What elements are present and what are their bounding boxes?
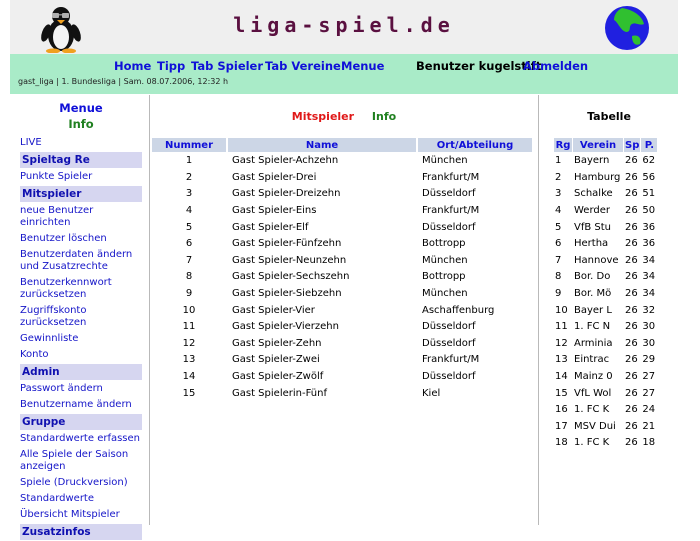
table-row bbox=[152, 336, 532, 352]
players-table bbox=[150, 137, 534, 402]
games: 26 bbox=[625, 304, 638, 316]
table-row bbox=[554, 219, 657, 235]
sidebar-section[interactable]: Admin bbox=[20, 364, 142, 380]
points: 34 bbox=[642, 254, 656, 266]
sidebar-link[interactable]: Alle Spiele der Saison anzeigen bbox=[20, 449, 129, 472]
player-number: 14 bbox=[182, 371, 196, 383]
player-location: Düsseldorf bbox=[422, 371, 476, 383]
sidebar-section[interactable]: Gruppe bbox=[20, 414, 142, 430]
club: Mainz 0 bbox=[574, 371, 613, 383]
points: 21 bbox=[642, 420, 656, 432]
nav-tab-spieler[interactable]: Tab Spieler bbox=[191, 59, 264, 73]
column-header-sp: Sp bbox=[625, 139, 640, 151]
games: 26 bbox=[625, 420, 638, 432]
games: 26 bbox=[625, 371, 638, 383]
player-location: Frankfurt/M bbox=[422, 354, 480, 366]
column-header-ort: Ort/Abteilung bbox=[418, 138, 532, 152]
table-row bbox=[554, 419, 657, 435]
table-row bbox=[152, 319, 532, 335]
games: 26 bbox=[625, 188, 638, 200]
club: Hamburg bbox=[574, 171, 621, 183]
player-location: München bbox=[422, 254, 468, 266]
games: 26 bbox=[625, 205, 638, 217]
sidebar-link[interactable]: Standardwerte erfassen bbox=[20, 433, 141, 444]
table-row bbox=[152, 286, 532, 302]
rank: 8 bbox=[555, 271, 562, 283]
games: 26 bbox=[625, 254, 638, 266]
player-name: Gast Spieler-Achzehn bbox=[232, 155, 339, 167]
rank: 10 bbox=[555, 304, 568, 316]
table-row bbox=[554, 385, 657, 401]
table-row bbox=[554, 170, 657, 186]
player-location: Düsseldorf bbox=[422, 188, 476, 200]
rank: 3 bbox=[555, 188, 562, 200]
column-header-punkte: P. bbox=[641, 138, 657, 152]
tab-mitspieler[interactable]: Mitspieler bbox=[291, 110, 355, 123]
games: 26 bbox=[625, 288, 638, 300]
games: 26 bbox=[625, 337, 638, 349]
table-row bbox=[152, 385, 532, 401]
player-name: Gast Spieler-Elf bbox=[232, 221, 309, 233]
logout-link[interactable]: Abmelden bbox=[523, 59, 589, 73]
player-location: Kiel bbox=[422, 387, 441, 399]
player-name: Gast Spieler-Dreizehn bbox=[232, 188, 341, 200]
club: Bayer L bbox=[574, 304, 612, 316]
table-row bbox=[554, 435, 657, 451]
points: 18 bbox=[642, 437, 656, 449]
globe-icon bbox=[602, 4, 652, 52]
sidebar-link[interactable]: Spiele (Druckversion) bbox=[20, 477, 128, 488]
points: 27 bbox=[642, 371, 656, 383]
player-number: 1 bbox=[185, 155, 193, 167]
player-name: Gast Spieler-Vier bbox=[232, 304, 315, 316]
sidebar-menu-title[interactable]: Menue bbox=[59, 101, 103, 115]
points: 30 bbox=[642, 337, 656, 349]
sidebar-link[interactable]: Passwort ändern bbox=[20, 383, 103, 394]
table-row bbox=[152, 170, 532, 186]
club: MSV Dui bbox=[574, 420, 616, 432]
player-name: Gast Spieler-Vierzehn bbox=[232, 321, 339, 333]
player-location: Düsseldorf bbox=[422, 337, 476, 349]
points: 32 bbox=[642, 304, 656, 316]
player-number: 9 bbox=[185, 288, 193, 300]
player-number: 10 bbox=[182, 304, 196, 316]
sidebar-link[interactable]: LIVE bbox=[20, 137, 42, 148]
table-row bbox=[152, 352, 532, 368]
club: VfL Wol bbox=[574, 387, 612, 399]
rank: 15 bbox=[555, 387, 568, 399]
nav-bar bbox=[10, 54, 678, 94]
rank: 17 bbox=[555, 420, 568, 432]
nav-home[interactable]: Home bbox=[114, 59, 152, 73]
games: 26 bbox=[625, 354, 638, 366]
table-row bbox=[554, 336, 657, 352]
rank: 14 bbox=[555, 371, 568, 383]
player-location: München bbox=[422, 288, 468, 300]
points: 34 bbox=[642, 271, 656, 283]
table-row bbox=[554, 319, 657, 335]
player-name: Gast Spieler-Eins bbox=[232, 205, 317, 217]
games: 26 bbox=[625, 238, 638, 250]
sidebar-link[interactable]: Standardwerte bbox=[20, 493, 95, 504]
player-number: 2 bbox=[185, 171, 193, 183]
player-name: Gast Spieler-Siebzehn bbox=[232, 288, 342, 300]
club: Bor. Do bbox=[574, 271, 611, 283]
points: 34 bbox=[642, 288, 656, 300]
rank: 4 bbox=[555, 205, 562, 217]
table-row bbox=[152, 236, 532, 252]
club: 1. FC K bbox=[574, 437, 610, 449]
table-row bbox=[152, 203, 532, 219]
table-row bbox=[554, 352, 657, 368]
league-table bbox=[553, 137, 658, 452]
site-title: liga-spiel.de bbox=[233, 13, 455, 37]
games: 26 bbox=[625, 171, 638, 183]
player-number: 6 bbox=[185, 238, 193, 250]
player-number: 11 bbox=[182, 321, 196, 333]
table-row bbox=[152, 369, 532, 385]
sidebar bbox=[10, 95, 148, 538]
points: 27 bbox=[642, 387, 656, 399]
sidebar-section[interactable]: Spieltag Re bbox=[20, 152, 142, 168]
rank: 7 bbox=[555, 254, 562, 266]
points: 36 bbox=[642, 238, 656, 250]
player-name: Gast Spieler-Zwölf bbox=[232, 371, 324, 383]
table-row bbox=[152, 302, 532, 318]
rank: 5 bbox=[555, 221, 562, 233]
player-number: 15 bbox=[182, 387, 196, 399]
points: 62 bbox=[642, 155, 656, 167]
points: 50 bbox=[642, 205, 656, 217]
club: Hertha bbox=[574, 238, 609, 250]
divider bbox=[538, 95, 539, 525]
rank: 18 bbox=[555, 437, 568, 449]
sidebar-link[interactable]: Gewinnliste bbox=[20, 333, 79, 344]
column-header-nummer: Nummer bbox=[152, 138, 226, 152]
player-name: Gast Spieler-Sechszehn bbox=[232, 271, 350, 283]
tab-info[interactable]: Info bbox=[371, 110, 397, 123]
player-number: 4 bbox=[185, 205, 193, 217]
table-row bbox=[152, 153, 532, 169]
club: Schalke bbox=[574, 188, 613, 200]
column-header-name: Name bbox=[228, 138, 416, 152]
table-row bbox=[152, 253, 532, 269]
table-row bbox=[554, 186, 657, 202]
games: 26 bbox=[625, 271, 638, 283]
player-location: Bottropp bbox=[422, 238, 466, 250]
table-row bbox=[152, 269, 532, 285]
status-line: gast_liga | 1. Bundesliga | Sam. 08.07.2006, 12:32 h bbox=[18, 77, 229, 86]
rank: 2 bbox=[555, 171, 562, 183]
club: 1. FC N bbox=[574, 321, 611, 333]
club: 1. FC K bbox=[574, 404, 610, 416]
table-row bbox=[554, 236, 657, 252]
player-name: Gast Spielerin-Fünf bbox=[232, 387, 327, 399]
player-name: Gast Spieler-Drei bbox=[232, 171, 317, 183]
rank: 12 bbox=[555, 337, 568, 349]
points: 24 bbox=[642, 404, 656, 416]
table-row bbox=[554, 153, 657, 169]
sidebar-link[interactable]: neue Benutzer einrichten bbox=[20, 205, 94, 228]
sidebar-info-title[interactable]: Info bbox=[68, 117, 94, 131]
sidebar-link[interactable]: Punkte Spieler bbox=[20, 171, 93, 182]
rank: 9 bbox=[555, 288, 562, 300]
table-row bbox=[152, 219, 532, 235]
games: 26 bbox=[625, 387, 638, 399]
rank: 16 bbox=[555, 404, 568, 416]
table-row bbox=[554, 269, 657, 285]
player-number: 5 bbox=[185, 221, 193, 233]
points: 56 bbox=[642, 171, 656, 183]
table-row bbox=[554, 253, 657, 269]
table-row bbox=[554, 302, 657, 318]
rank: 13 bbox=[555, 354, 568, 366]
sidebar-link[interactable]: Konto bbox=[20, 349, 49, 360]
games: 26 bbox=[625, 321, 638, 333]
sidebar-section[interactable]: Zusatzinfos bbox=[20, 524, 142, 540]
table-row bbox=[554, 369, 657, 385]
games: 26 bbox=[625, 155, 638, 167]
page bbox=[10, 0, 678, 538]
rank: 6 bbox=[555, 238, 562, 250]
player-name: Gast Spieler-Neunzehn bbox=[232, 254, 347, 266]
table-row bbox=[152, 186, 532, 202]
player-number: 13 bbox=[182, 354, 196, 366]
player-location: Düsseldorf bbox=[422, 221, 476, 233]
sidebar-link[interactable]: Benutzerdaten ändern und Zusatzrechte bbox=[20, 249, 133, 272]
nav-tab-vereine[interactable]: Tab Vereine bbox=[265, 59, 341, 73]
club: Eintrac bbox=[574, 354, 610, 366]
points: 51 bbox=[642, 188, 656, 200]
games: 26 bbox=[625, 404, 638, 416]
club: Hannove bbox=[574, 254, 619, 266]
sidebar-link[interactable]: Zugriffskonto zurücksetzen bbox=[20, 305, 87, 328]
sidebar-list bbox=[20, 135, 142, 540]
player-location: Düsseldorf bbox=[422, 321, 476, 333]
column-header-verein: Verein bbox=[573, 138, 623, 152]
player-location: Frankfurt/M bbox=[422, 205, 480, 217]
player-location: Frankfurt/M bbox=[422, 171, 480, 183]
table-row bbox=[554, 402, 657, 418]
column-header-rg: Rg bbox=[555, 139, 571, 151]
club: Bor. Mö bbox=[574, 288, 612, 300]
club: Bayern bbox=[574, 155, 610, 167]
games: 26 bbox=[625, 221, 638, 233]
points: 36 bbox=[642, 221, 656, 233]
league-table-title: Tabelle bbox=[587, 110, 631, 123]
player-name: Gast Spieler-Zehn bbox=[232, 337, 322, 349]
table-row bbox=[554, 286, 657, 302]
player-name: Gast Spieler-Zwei bbox=[232, 354, 320, 366]
player-location: Bottropp bbox=[422, 271, 466, 283]
points: 29 bbox=[642, 354, 656, 366]
sidebar-link[interactable]: Benutzerkennwort zurücksetzen bbox=[20, 277, 112, 300]
rank: 11 bbox=[555, 321, 568, 333]
games: 26 bbox=[625, 437, 638, 449]
sidebar-link[interactable]: Übersicht Mitspieler bbox=[20, 509, 120, 520]
points: 30 bbox=[642, 321, 656, 333]
player-number: 3 bbox=[185, 188, 193, 200]
nav-tipp[interactable]: Tipp bbox=[157, 59, 186, 73]
rank: 1 bbox=[555, 155, 562, 167]
player-location: München bbox=[422, 155, 468, 167]
club: VfB Stu bbox=[574, 221, 612, 233]
club: Arminia bbox=[574, 337, 613, 349]
player-number: 7 bbox=[185, 254, 193, 266]
sidebar-section[interactable]: Mitspieler bbox=[20, 186, 142, 202]
nav-menue[interactable]: Menue bbox=[341, 59, 385, 73]
table-row bbox=[554, 203, 657, 219]
player-name: Gast Spieler-Fünfzehn bbox=[232, 238, 342, 250]
sidebar-link[interactable]: Benutzername ändern bbox=[20, 399, 132, 410]
player-number: 12 bbox=[182, 337, 196, 349]
player-number: 8 bbox=[185, 271, 193, 283]
user-label: Benutzer kugelstift bbox=[416, 59, 542, 73]
club: Werder bbox=[574, 205, 611, 217]
player-location: Aschaffenburg bbox=[422, 304, 495, 316]
sidebar-link[interactable]: Benutzer löschen bbox=[20, 233, 107, 244]
header bbox=[10, 0, 678, 54]
